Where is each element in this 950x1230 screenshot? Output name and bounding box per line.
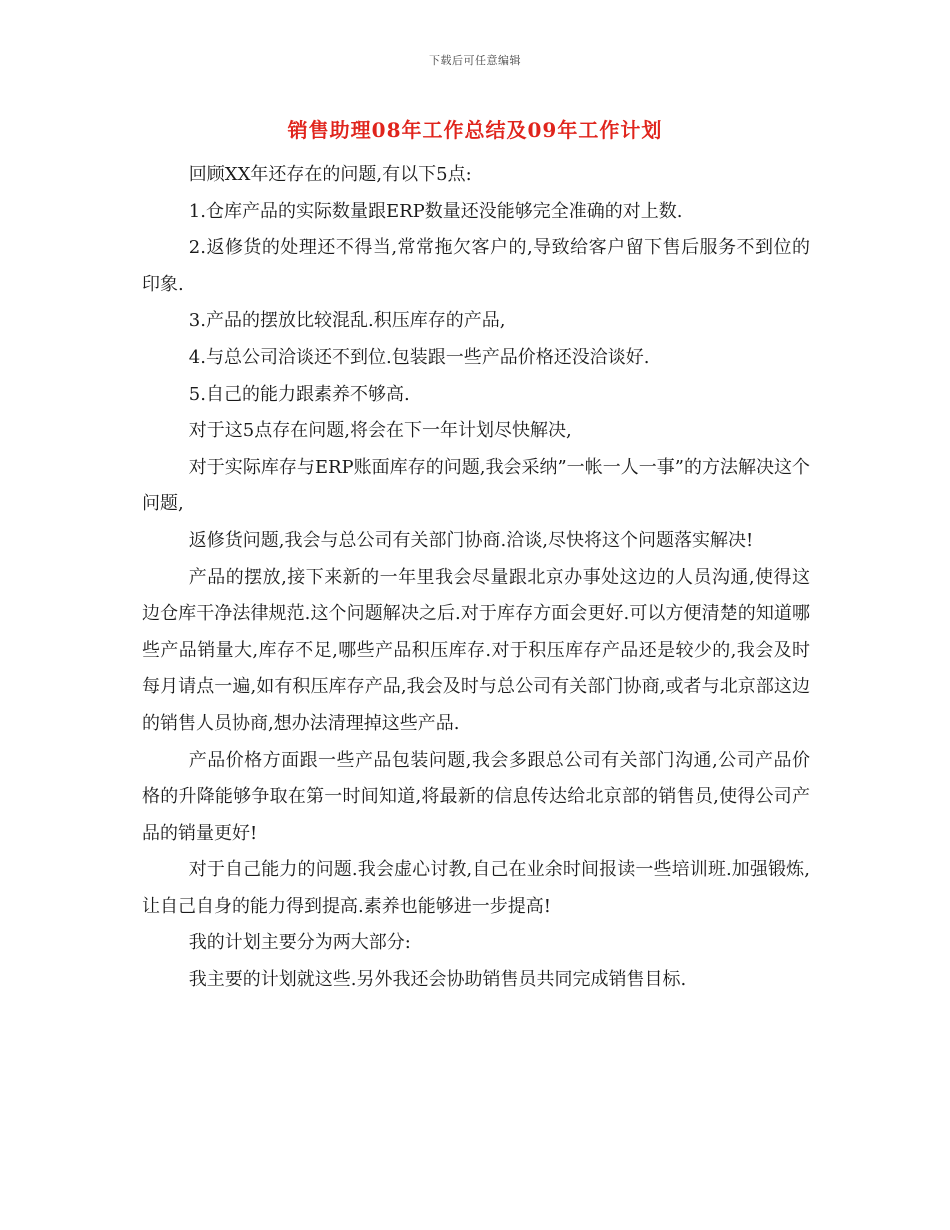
paragraph: 对于这5点存在问题,将会在下一年计划尽快解决, <box>188 420 572 442</box>
paragraph: 回顾XX年还存在的问题,有以下5点: <box>188 164 472 185</box>
paragraph: 3.产品的摆放比较混乱.积压库存的产品, <box>188 310 506 332</box>
header-note: 下载后可任意编辑 <box>429 54 521 67</box>
paragraph: 对于实际库存与ERP账面库存的问题,我会采纳”一帐一人一事”的方法解决这个问题, <box>142 456 810 515</box>
paragraph: 我的计划主要分为两大部分: <box>188 932 411 954</box>
paragraph: 5.自己的能力跟素养不够高. <box>188 383 410 405</box>
paragraph: 返修货问题,我会与总公司有关部门协商.洽谈,尽快将这个问题落实解决! <box>188 529 754 551</box>
document-body <box>142 157 810 999</box>
document-title: 销售助理08年工作总结及09年工作计划 <box>287 118 663 142</box>
paragraph: 2.返修货的处理还不得当,常常拖欠客户的,导致给客户留下售后服务不到位的印象. <box>142 237 810 295</box>
paragraph: 产品价格方面跟一些产品包装问题,我会多跟总公司有关部门沟通,公司产品价格的升降能够争取在第一时间知道,将最新的信息传达给北京部的销售员,使得公司产品的销量更好! <box>142 749 810 844</box>
paragraph: 4.与总公司洽谈还不到位.包装跟一些产品价格还没洽谈好. <box>188 346 650 368</box>
paragraph: 我主要的计划就这些.另外我还会协助销售员共同完成销售目标. <box>188 969 687 991</box>
paragraph: 对于自己能力的问题.我会虚心讨教,自己在业余时间报读一些培训班.加强锻炼,让自己自身的能力得到提高.素养也能够进一步提高! <box>142 859 810 917</box>
paragraph: 产品的摆放,接下来新的一年里我会尽量跟北京办事处这边的人员沟通,使得这边仓库干净法律规范.这个问题解决之后.对于库存方面会更好.可以方便清楚的知道哪些产品销量大,库存不足,哪些产品积压库存.对于积压库存产品还是较少的,我会及时每月请点一遍,如有积压库存产品,我会及时与总公司有关部门协商,或者与北京部这边的销售人员协商,想办法清理掉这些产品. <box>142 566 810 734</box>
paragraph: 1.仓库产品的实际数量跟ERP数量还没能够完全准确的对上数. <box>188 200 683 222</box>
